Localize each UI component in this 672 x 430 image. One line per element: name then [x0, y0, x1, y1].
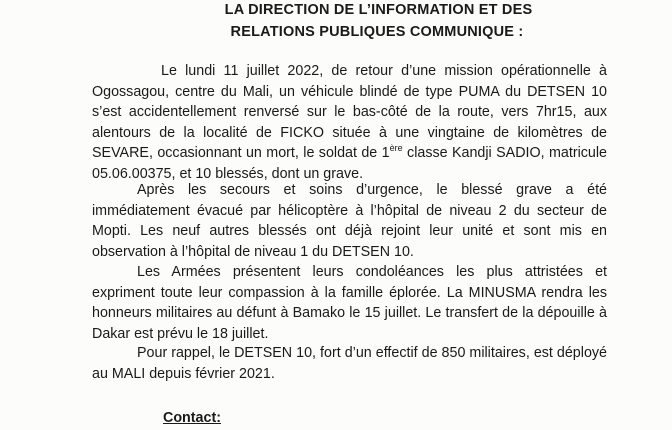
- heading-line-2: RELATIONS PUBLIQUES COMMUNIQUE :: [230, 24, 524, 40]
- contact-label: Contact:: [163, 410, 221, 426]
- paragraph-reminder: Pour rappel, le DETSEN 10, fort d’un effectif de 850 militaires, est déployé au MALI depuis février 2021.: [92, 345, 607, 382]
- paragraph-accident-text-1: Le lundi 11 juillet 2022, de retour d’une mission opérationnelle à Ogossagou, centre du Mali, un véhicule blindé de type PUMA du DETSEN 10 s’est accidentellement renversé sur le bas-côté de la route, vers 7hr15, aux alentours de la localité de FICKO située à une vingtaine de kilomètres de SEVARE, occasionnant un mort, le soldat de 1: [92, 63, 607, 162]
- superscript-ordinal: ère: [389, 143, 403, 154]
- paragraph-condolences: Les Armées présentent leurs condoléances les plus attristées et expriment toute leur compassion à la famille éplorée. La MINUSMA rendra les honneurs militaires au défunt à Bamako le 15 juillet. Le transfert de la dépouille à Dakar est prévu le 18 juillet.: [92, 264, 607, 342]
- paragraph-evacuation: Après les secours et soins d’urgence, le blessé grave a été immédiatement évacué par hélicoptère à l’hôpital de niveau 2 du secteur de Mopti. Les neuf autres blessés ont déjà rejoint leur unité et sont mis en observation à l’hôpital de niveau 1 du DETSEN 10.: [92, 182, 607, 260]
- paragraph-accident-text-2: classe Kandji SADIO, matricule 05.06.00375, et 10 blessés, dont un grave.: [92, 145, 607, 182]
- paragraph-accident: [92, 61, 607, 185]
- heading-line-1: LA DIRECTION DE L’INFORMATION ET DES: [224, 2, 533, 18]
